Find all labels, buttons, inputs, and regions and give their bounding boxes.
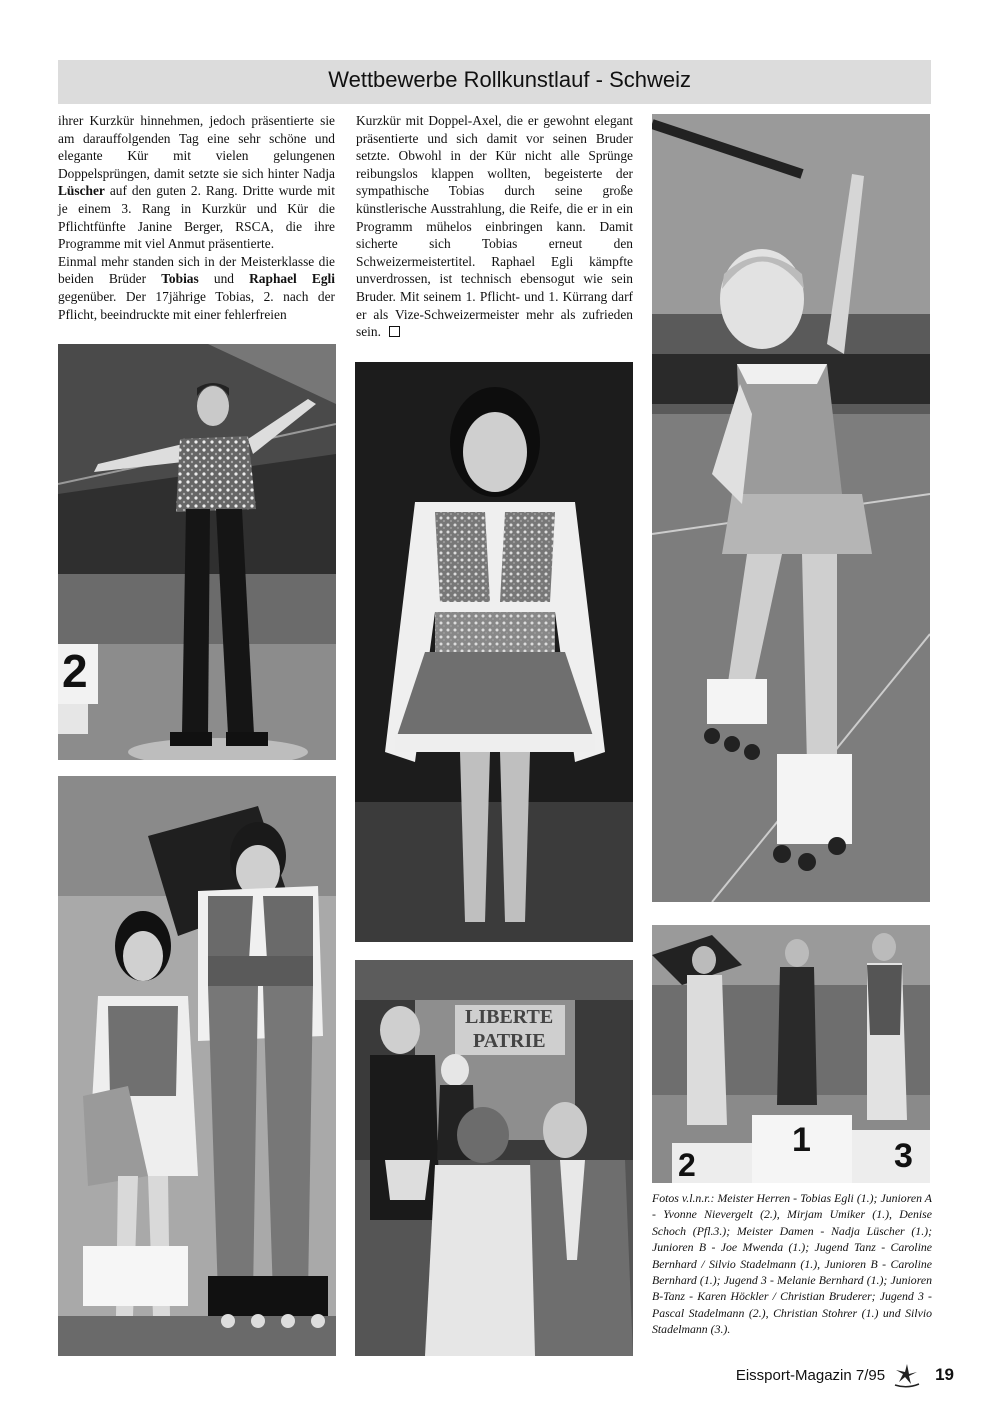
paragraph-1 (58, 112, 335, 253)
podium-place-3: 3 (894, 1137, 913, 1175)
photo-6-illustration (652, 925, 930, 1183)
paragraph-2-and: und (198, 271, 250, 287)
article-column-2 (356, 112, 633, 341)
banner-liberte: LIBERTE (465, 1006, 554, 1028)
article-column-1 (58, 112, 335, 323)
page-number: 19 (935, 1365, 954, 1384)
page-footer (736, 1362, 954, 1388)
paragraph-1-text-a: ihrer Kurzkür hinnehmen, jedoch präsentierte sie am darauffolgenden Tag eine sehr schöne und elegante Kür mit vielen gelungenen Doppelsprüngen, damit setzte sie sich hinter Nadja (58, 113, 335, 181)
paragraph-3 (356, 112, 633, 341)
end-of-article-box-icon (389, 326, 400, 337)
banner-patrie: PATRIE (473, 1030, 546, 1052)
name-luescher: Lüscher (58, 183, 105, 199)
paragraph-1-text-b: auf den guten 2. Rang. Dritte wurde mit je einem 3. Rang in Kurzkür und Kür die Pflichtfünfte Janine Berger, RSCA, die ihre Programme mit viel Anmut präsentierte. (58, 183, 335, 252)
skater-logo-icon (893, 1362, 921, 1388)
name-tobias: Tobias (161, 271, 199, 287)
paragraph-3-text: Kurzkür mit Doppel-Axel, die er gewohnt elegant präsentierte und sich damit vor seinen Bruder setzte. Obwohl in der Kür nicht alle Sprünge reibungslos klappen wollten, begeisterte der sympathische Tobias durch seine große künstlerische Ausstrahlung, die Reife, die er in ein Programm mühelos einbringen kann. Damit sicherte sich Tobias erneut den Schweizermeistertitel. Raphael Egli kämpfte unverdrossen, ist technisch ebensogut wie sein Bruder. Mit seinem 1. Pflicht- und 1. Kürrang darf er als Vize-Schweizermeister mehr als zufrieden sein. (356, 113, 633, 340)
photo-jugend-tanz (58, 776, 336, 1356)
photo-junioren-b (355, 960, 633, 1356)
photo-junioren-a (355, 362, 633, 942)
podium-place-1: 1 (792, 1121, 811, 1159)
paragraph-2-text-a: Einmal mehr standen sich in der Meisterklasse die beiden Brüder (58, 253, 335, 287)
page-title: Wettbewerbe Rollkunstlauf - Schweiz (328, 67, 691, 92)
photo-caption: Fotos v.l.n.r.: Meister Herren - Tobias Egli (1.); Junioren A - Yvonne Nievergelt (2.), Mirjam Umiker (1.), Denise Schoch (Pfl.3.); Meister Damen - Nadja Lüscher (1.); Junioren B - Joe Mwenda (1.); Jugend Tanz - Caroline Bernhard / Silvio Stadelmann (1.), Junioren B - Caroline Bernhard (1.); Jugend 3 - Melanie Bernhard (1.); Junioren B-Tanz - Karen Höckler / Christian Bruderer; Jugend 3 - Pascal Stadelmann (2.), Christian Stohrer (1.) und Silvio Stadelmann (3.). (652, 1191, 932, 1337)
magazine-issue: Eissport-Magazin 7/95 (735, 1366, 886, 1384)
photo-1-illustration (58, 344, 336, 760)
paragraph-2-text-b: gegenüber. Der 17jährige Tobias, 2. nach der Pflicht, beeindruckte mit einer fehlerfreien (58, 288, 335, 322)
photo-jugend-3-podium (652, 925, 930, 1183)
name-raphael-egli: Raphael Egli (249, 271, 335, 287)
photo-meister-damen (652, 114, 930, 902)
photo-3-illustration (652, 114, 930, 902)
podium-place-2: 2 (678, 1147, 696, 1183)
photo-2-illustration (355, 362, 633, 942)
paragraph-2 (58, 253, 335, 323)
photo-meister-herren (58, 344, 336, 760)
header-bar (58, 60, 931, 104)
photo-4-illustration (58, 776, 336, 1356)
podium-number-2: 2 (62, 645, 88, 697)
